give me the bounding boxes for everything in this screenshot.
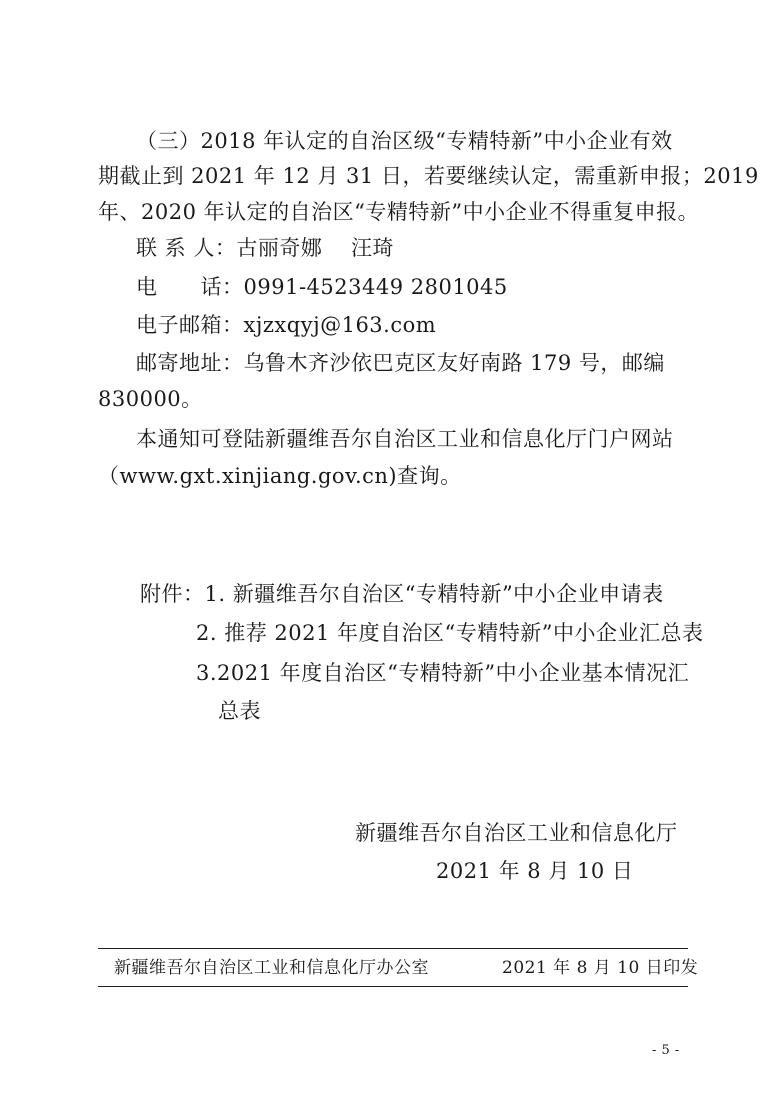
contact-email: 电子邮箱：xjzxqyj@163.com xyxy=(136,313,437,337)
signature-date: 2021 年 8 月 10 日 xyxy=(436,859,634,883)
footer-bottom-rule xyxy=(98,986,688,987)
footer-office: 新疆维吾尔自治区工业和信息化厅办公室 xyxy=(114,958,429,978)
attachment-item: 附件：1. 新疆维吾尔自治区“专精特新”中小企业申请表 xyxy=(140,582,664,606)
footer-print-date: 2021 年 8 月 10 日印发 xyxy=(502,958,699,978)
contact-phone: 电 话：0991-4523449 2801045 xyxy=(136,275,508,299)
attachment-item: 总表 xyxy=(218,699,261,723)
signature-organization: 新疆维吾尔自治区工业和信息化厅 xyxy=(355,821,678,845)
notice-text: 本通知可登陆新疆维吾尔自治区工业和信息化厅门户网站 xyxy=(136,427,674,451)
paragraph-line: 年、2020 年认定的自治区“专精特新”中小企业不得重复申报。 xyxy=(98,200,700,224)
attachment-item: 2. 推荐 2021 年度自治区“专精特新”中小企业汇总表 xyxy=(196,621,704,645)
mailing-address: 830000。 xyxy=(98,387,203,411)
page-number: - 5 - xyxy=(652,1043,680,1058)
contact-person: 联 系 人：古丽奇娜 汪琦 xyxy=(136,236,395,260)
notice-text: （www.gxt.xinjiang.gov.cn)查询。 xyxy=(98,464,462,488)
attachment-item: 3.2021 年度自治区“专精特新”中小企业基本情况汇 xyxy=(196,661,690,685)
paragraph-line: 期截止到 2021 年 12 月 31 日，若要继续认定，需重新申报；2019 xyxy=(98,164,759,188)
paragraph-line: （三）2018 年认定的自治区级“专精特新”中小企业有效 xyxy=(136,129,673,153)
footer-top-rule xyxy=(98,948,688,949)
mailing-address: 邮寄地址：乌鲁木齐沙依巴克区友好南路 179 号，邮编 xyxy=(136,351,665,375)
